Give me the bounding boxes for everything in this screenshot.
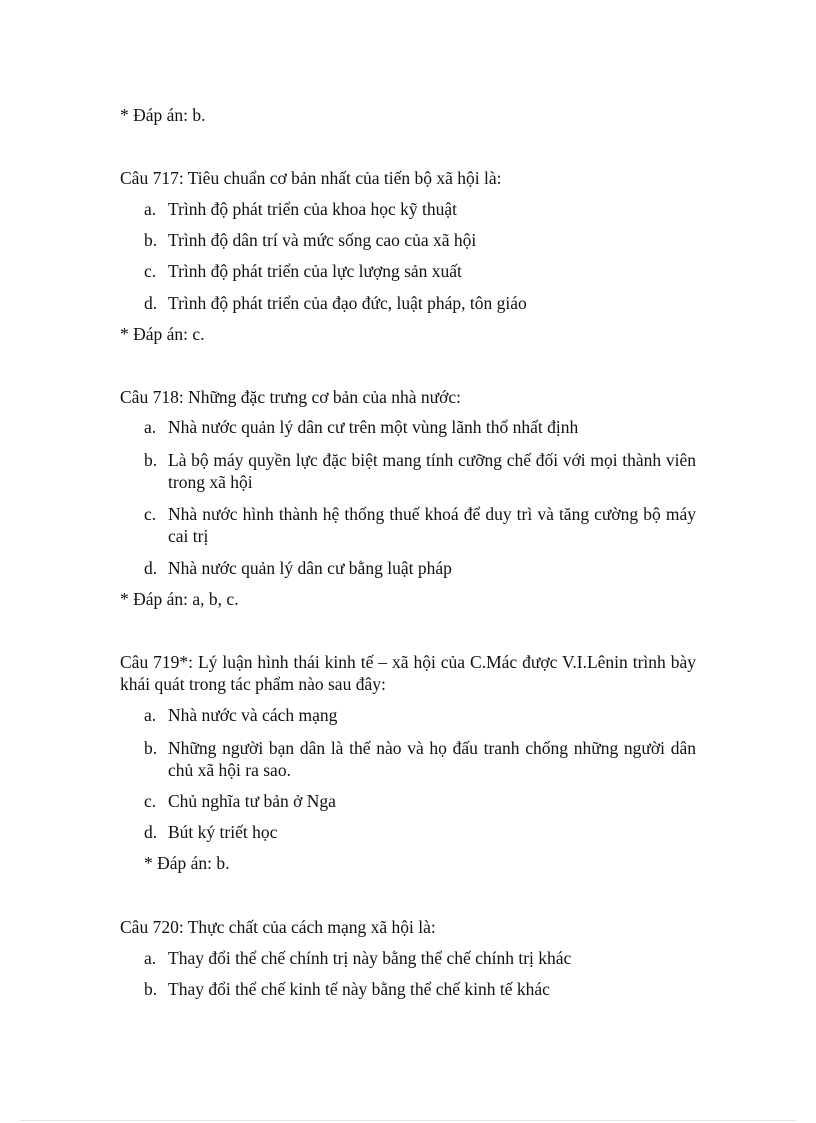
option-letter: d. xyxy=(144,822,158,842)
option-letter: c. xyxy=(144,504,157,524)
option-letter: b. xyxy=(144,230,158,250)
option-text: Trình độ phát triển của lực lượng sản xuất xyxy=(168,261,462,281)
option-text: Trình độ dân trí và mức sống cao của xã hội xyxy=(168,230,477,250)
answer-line: * Đáp án: b. xyxy=(120,105,206,125)
option-letter: d. xyxy=(144,558,158,578)
option-letter: a. xyxy=(144,705,157,725)
question-720: Câu 720: Thực chất của cách mạng xã hội là: xyxy=(120,917,436,937)
option-letter: b. xyxy=(144,979,158,999)
question-719: Câu 719*: Lý luận hình thái kinh tế – xã hội của C.Mác được V.I.Lênin trình bày khái quát trong tác phẩm nào sau đây: xyxy=(120,652,696,694)
option-letter: b. xyxy=(144,450,158,470)
option-text: Nhà nước hình thành hệ thống thuế khoá để duy trì và tăng cường bộ máy cai trị xyxy=(168,504,696,546)
option-text: Thay đổi thể chế chính trị này bằng thể chế chính trị khác xyxy=(168,948,572,968)
option-text: Chủ nghĩa tư bản ở Nga xyxy=(168,791,336,811)
option-text: Bút ký triết học xyxy=(168,822,278,842)
option-text: Nhà nước quản lý dân cư bằng luật pháp xyxy=(168,558,452,578)
option-text: Là bộ máy quyền lực đặc biệt mang tính cưỡng chế đối với mọi thành viên trong xã hội xyxy=(168,450,696,492)
answer-717: * Đáp án: c. xyxy=(120,324,205,344)
option-text: Nhà nước và cách mạng xyxy=(168,705,338,725)
option-text: Nhà nước quản lý dân cư trên một vùng lãnh thổ nhất định xyxy=(168,417,579,437)
question-717: Câu 717: Tiêu chuẩn cơ bản nhất của tiến bộ xã hội là: xyxy=(120,168,502,188)
option-text: Những người bạn dân là thế nào và họ đấu tranh chống những người dân chủ xã hội ra sao. xyxy=(168,738,696,780)
page-bottom-divider xyxy=(20,1120,796,1121)
option-text: Thay đổi thể chế kinh tế này bằng thể chế kinh tế khác xyxy=(168,979,550,999)
answer-718: * Đáp án: a, b, c. xyxy=(120,589,239,609)
answer-719: * Đáp án: b. xyxy=(144,853,230,873)
option-letter: a. xyxy=(144,199,157,219)
option-letter: d. xyxy=(144,293,158,313)
option-letter: b. xyxy=(144,738,158,758)
option-text: Trình độ phát triển của đạo đức, luật pháp, tôn giáo xyxy=(168,293,527,313)
option-letter: c. xyxy=(144,261,157,281)
option-letter: c. xyxy=(144,791,157,811)
option-letter: a. xyxy=(144,948,157,968)
option-letter: a. xyxy=(144,417,157,437)
option-text: Trình độ phát triển của khoa học kỹ thuật xyxy=(168,199,458,219)
question-718: Câu 718: Những đặc trưng cơ bản của nhà nước: xyxy=(120,387,461,407)
